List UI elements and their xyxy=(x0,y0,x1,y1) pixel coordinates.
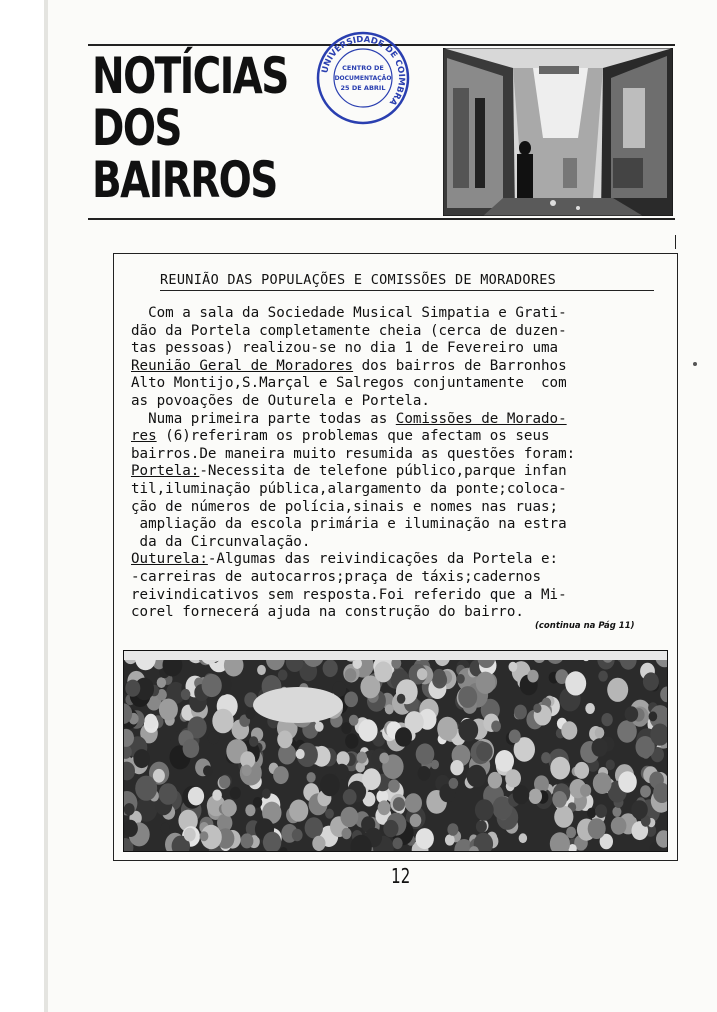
article-line xyxy=(131,587,676,605)
text-run: reivindicativos sem resposta.Foi referido que a Mi- xyxy=(131,586,567,603)
article-line xyxy=(131,411,676,429)
speck xyxy=(693,362,697,366)
text-run: as povoações de Outurela e Portela. xyxy=(131,392,430,409)
text-run: -Algumas das reivindicações da Portela e: xyxy=(207,551,559,568)
article-line xyxy=(131,375,676,393)
article-line xyxy=(131,393,676,411)
masthead-title xyxy=(92,47,288,209)
masthead-line-3: BAIRROS xyxy=(92,151,277,209)
text-run: dos bairros de Barronhos xyxy=(353,357,567,374)
article-line xyxy=(131,428,676,446)
stamp-line-2: DOCUMENTAÇÃO xyxy=(334,75,392,82)
article-line xyxy=(131,569,676,587)
article-line xyxy=(131,481,676,499)
text-run: corel fornecerá ajuda na construção do bairro. xyxy=(131,604,524,621)
article-line xyxy=(131,534,676,552)
photo-crowd xyxy=(123,650,668,852)
archive-stamp xyxy=(315,30,411,126)
page-number: 12 xyxy=(391,864,411,888)
svg-text:UNIVERSIDADE DE COIMBRA: UNIVERSIDADE DE COIMBRA xyxy=(320,34,407,108)
text-run: ampliação da escola primária e iluminação na estra xyxy=(131,516,567,533)
text-run: -Necessita de telefone público,parque infan xyxy=(199,463,567,480)
article-line xyxy=(131,516,676,534)
article-line xyxy=(131,323,676,341)
article-line xyxy=(131,358,676,376)
corner-mark xyxy=(675,235,676,249)
article-line xyxy=(131,463,676,481)
article-line xyxy=(131,446,676,464)
masthead-line-1: NOTÍCIAS xyxy=(92,47,288,105)
underlined-phrase: Comissões de Morado- xyxy=(395,410,567,427)
photo-shanty-street xyxy=(443,48,673,216)
text-run: til,iluminação pública,alargamento da ponte;coloca- xyxy=(131,480,567,497)
text-run: ção de números de polícia,sinais e nomes nas ruas; xyxy=(131,498,559,515)
text-run: bairros.De maneira muito resumida as questões foram: xyxy=(131,445,576,462)
stamp-line-1: CENTRO DE xyxy=(342,64,384,72)
underlined-phrase: res xyxy=(131,428,157,445)
text-run: tas pessoas) realizou-se no dia 1 de Fevereiro uma xyxy=(131,340,559,357)
underlined-phrase: Outurela: xyxy=(131,551,208,568)
text-run: Alto Montijo,S.Marçal e Salregos conjuntamente com xyxy=(131,375,567,392)
article-line xyxy=(131,305,676,323)
article-line xyxy=(131,340,676,358)
masthead-bottom-rule xyxy=(88,218,675,220)
article-line xyxy=(131,499,676,517)
text-run: da da Circunvalação. xyxy=(131,533,311,550)
text-run: Numa primeira parte todas as xyxy=(131,410,396,427)
article-body xyxy=(131,305,676,622)
text-run: -carreiras de autocarros;praça de táxis;cadernos xyxy=(131,568,541,585)
article-line xyxy=(131,551,676,569)
article-line xyxy=(131,604,676,622)
article-heading: REUNIÃO DAS POPULAÇÕES E COMISSÕES DE MORADORES xyxy=(160,272,557,288)
stamp-line-3: 25 DE ABRIL xyxy=(340,84,386,92)
text-run: (6)referiram os problemas que afectam os seus xyxy=(156,428,550,445)
masthead-line-2: DOS xyxy=(92,99,181,157)
underlined-phrase: Portela: xyxy=(131,463,200,480)
underlined-phrase: Reunião Geral de Moradores xyxy=(131,357,354,374)
text-run: Com a sala da Sociedade Musical Simpatia e Grati- xyxy=(131,305,567,321)
text-run: dão da Portela completamente cheia (cerca de duzen- xyxy=(131,322,567,339)
continuation-note: (continua na Pág 11) xyxy=(535,621,635,631)
heading-underline xyxy=(160,290,654,291)
